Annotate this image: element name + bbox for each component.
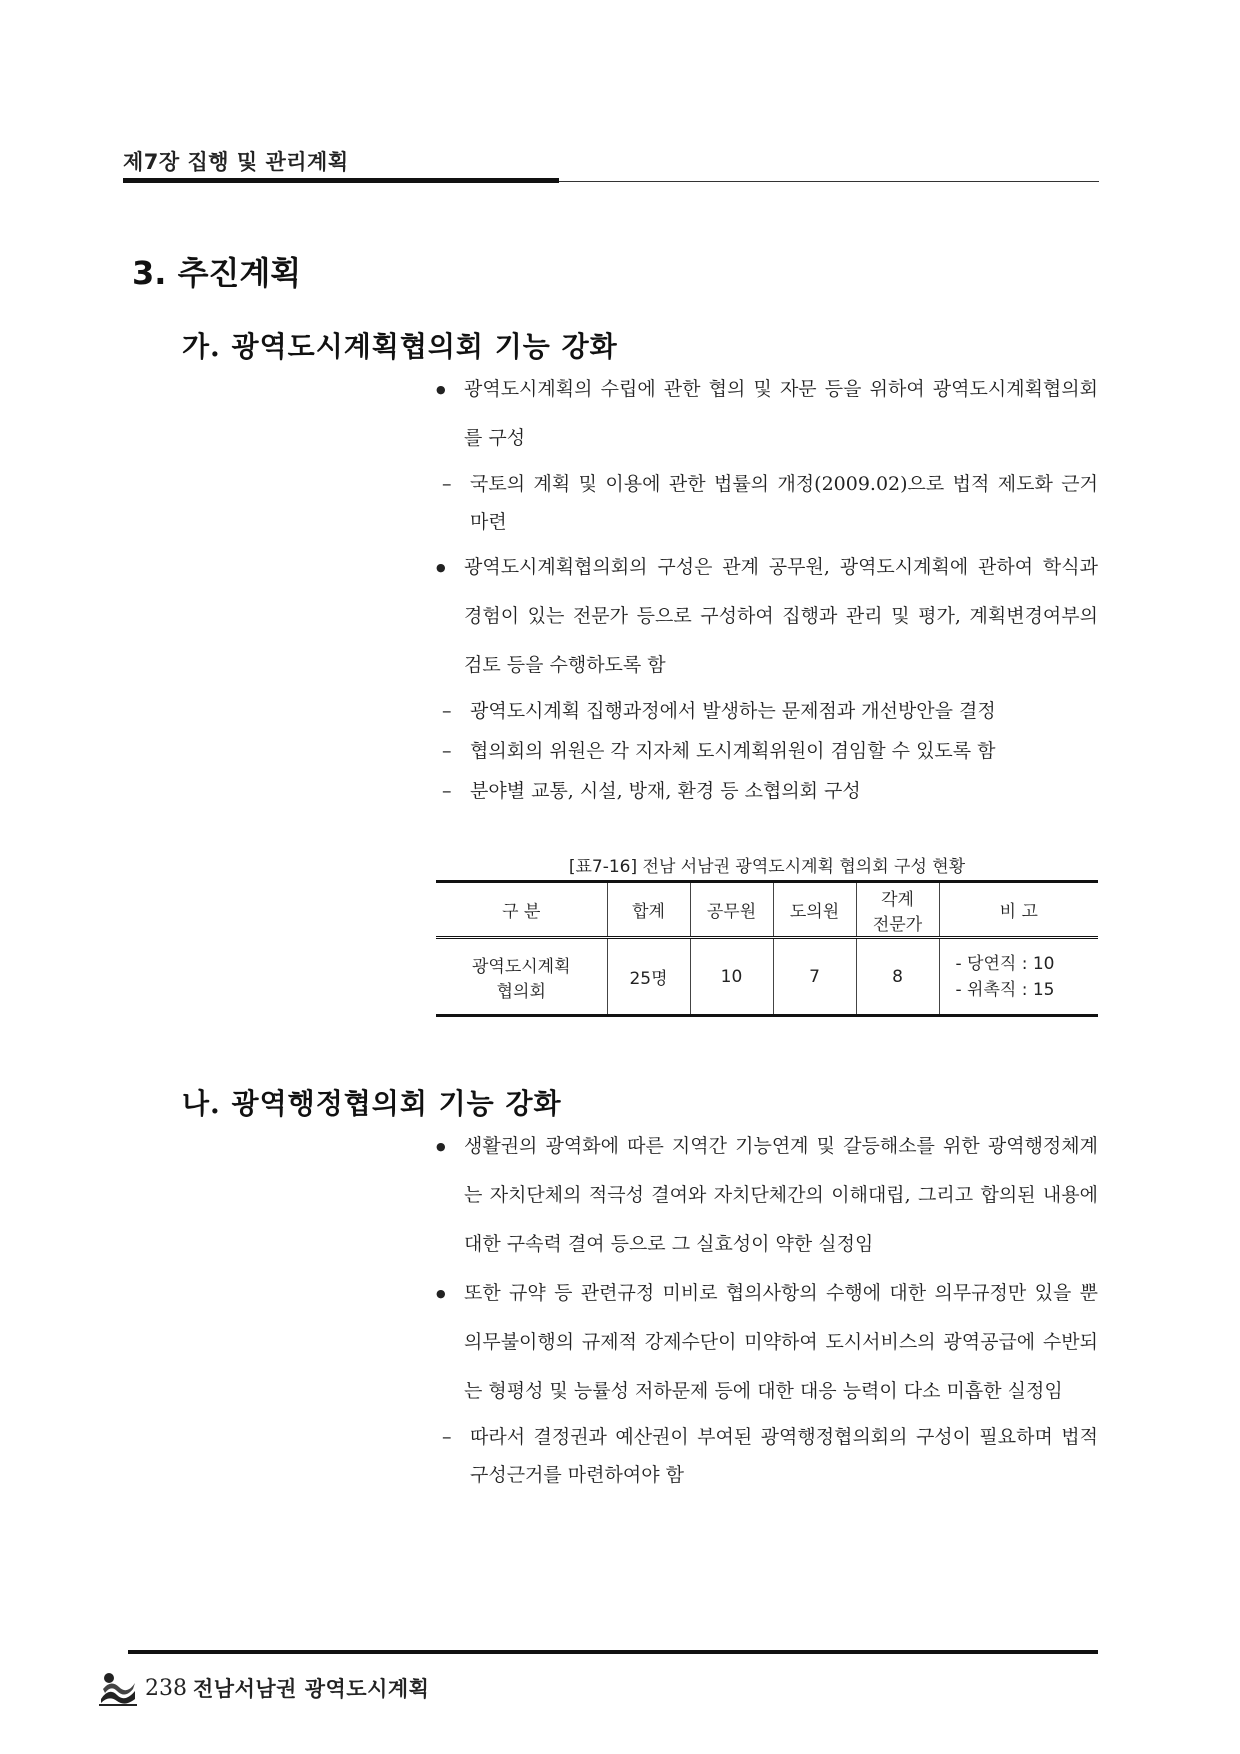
header-remarks: 비 고 xyxy=(939,882,1098,938)
dash-text: 분야별 교통, 시설, 방재, 환경 등 소협의회 구성 xyxy=(470,780,861,802)
footer-title: 전남서남권 광역도시계획 xyxy=(193,1677,430,1701)
dash-text: 따라서 결정권과 예산권이 부여된 광역행정협의회의 구성이 필요하며 법적 구성근거를 마련하여야 함 xyxy=(470,1426,1098,1486)
subsection-a-body xyxy=(436,365,1098,812)
dash-mark: – xyxy=(442,473,452,495)
cell-category xyxy=(436,938,607,1016)
header-experts-line1: 각계 xyxy=(881,889,914,910)
header-rule-thin xyxy=(559,181,1099,182)
bullet-item xyxy=(436,1269,1098,1416)
dash-item xyxy=(436,692,1098,730)
table-row xyxy=(436,938,1098,1016)
bullet-text: 광역도시계획협의회의 구성은 관계 공무원, 광역도시계획에 관하여 학식과 경험이 있는 전문가 등으로 구성하여 집행과 관리 및 평가, 계획변경여부의 검토 등을 수행하도록 함 xyxy=(464,556,1098,676)
bullet-text: 광역도시계획의 수립에 관한 협의 및 자문 등을 위하여 광역도시계획협의회를 구성 xyxy=(464,378,1098,449)
dash-item xyxy=(436,1418,1098,1494)
header-experts-line2: 전문가 xyxy=(872,914,923,935)
bullet-text: 또한 규약 등 관련규정 미비로 협의사항의 수행에 대한 의무규정만 있을 뿐 의무불이행의 규제적 강제수단이 미약하여 도시서비스의 광역공급에 수반되는 형평성 및 능률성 저하문제 등에 대한 대응 능력이 다소 미흡한 실정임 xyxy=(464,1282,1098,1402)
subsection-title-b: 나. 광역행정협의회 기능 강화 xyxy=(182,1087,562,1120)
dash-mark: – xyxy=(442,1426,452,1448)
council-composition-table xyxy=(436,880,1098,1017)
subsection-title-a: 가. 광역도시계획협의회 기능 강화 xyxy=(182,330,618,363)
table-header-row xyxy=(436,882,1098,938)
cell-officials: 10 xyxy=(690,938,773,1016)
header-experts xyxy=(856,882,939,938)
header-councilors: 도의원 xyxy=(773,882,856,938)
dash-mark: – xyxy=(442,780,452,802)
running-header: 제7장 집행 및 관리계획 xyxy=(123,150,349,174)
dash-text: 협의회의 위원은 각 지자체 도시계획위원이 겸임할 수 있도록 함 xyxy=(470,740,996,762)
header-officials: 공무원 xyxy=(690,882,773,938)
dash-item xyxy=(436,465,1098,541)
dash-mark: – xyxy=(442,700,452,722)
header-category: 구 분 xyxy=(436,882,607,938)
cell-experts: 8 xyxy=(856,938,939,1016)
cell-remarks-line1: - 당연직 : 10 xyxy=(955,953,1055,974)
subsection-b-body xyxy=(436,1122,1098,1496)
header-rule-thick xyxy=(123,178,559,183)
dash-mark: – xyxy=(442,740,452,762)
section-title: 3. 추진계획 xyxy=(132,254,302,292)
dash-item xyxy=(436,732,1098,770)
dash-text: 국토의 계획 및 이용에 관한 법률의 개정(2009.02)으로 법적 제도화 근거 마련 xyxy=(470,473,1098,533)
cell-councilors: 7 xyxy=(773,938,856,1016)
bullet-text: 생활권의 광역화에 따른 지역간 기능연계 및 갈등해소를 위한 광역행정체계는 자치단체의 적극성 결여와 자치단체간의 이해대립, 그리고 합의된 내용에 대한 구속력 결여 등으로 그 실효성이 약한 실정임 xyxy=(464,1135,1098,1255)
header-total: 합계 xyxy=(607,882,690,938)
cell-category-line1: 광역도시계획 xyxy=(471,956,571,977)
cell-remarks-line2: - 위촉직 : 15 xyxy=(955,979,1055,1000)
bullet-item xyxy=(436,543,1098,690)
bullet-item xyxy=(436,365,1098,463)
dash-item xyxy=(436,772,1098,810)
bullet-item xyxy=(436,1122,1098,1269)
dash-text: 광역도시계획 집행과정에서 발생하는 문제점과 개선방안을 결정 xyxy=(470,700,996,722)
cell-total: 25명 xyxy=(607,938,690,1016)
cell-remarks xyxy=(939,938,1098,1016)
table-caption: [표7-16] 전남 서남권 광역도시계획 협의회 구성 현황 xyxy=(568,857,966,877)
cell-category-line2: 협의회 xyxy=(496,981,546,1002)
province-emblem-icon xyxy=(97,1669,139,1707)
page-number: 238 xyxy=(145,1675,187,1701)
page-footer xyxy=(97,1668,429,1708)
footer-rule xyxy=(128,1650,1098,1654)
